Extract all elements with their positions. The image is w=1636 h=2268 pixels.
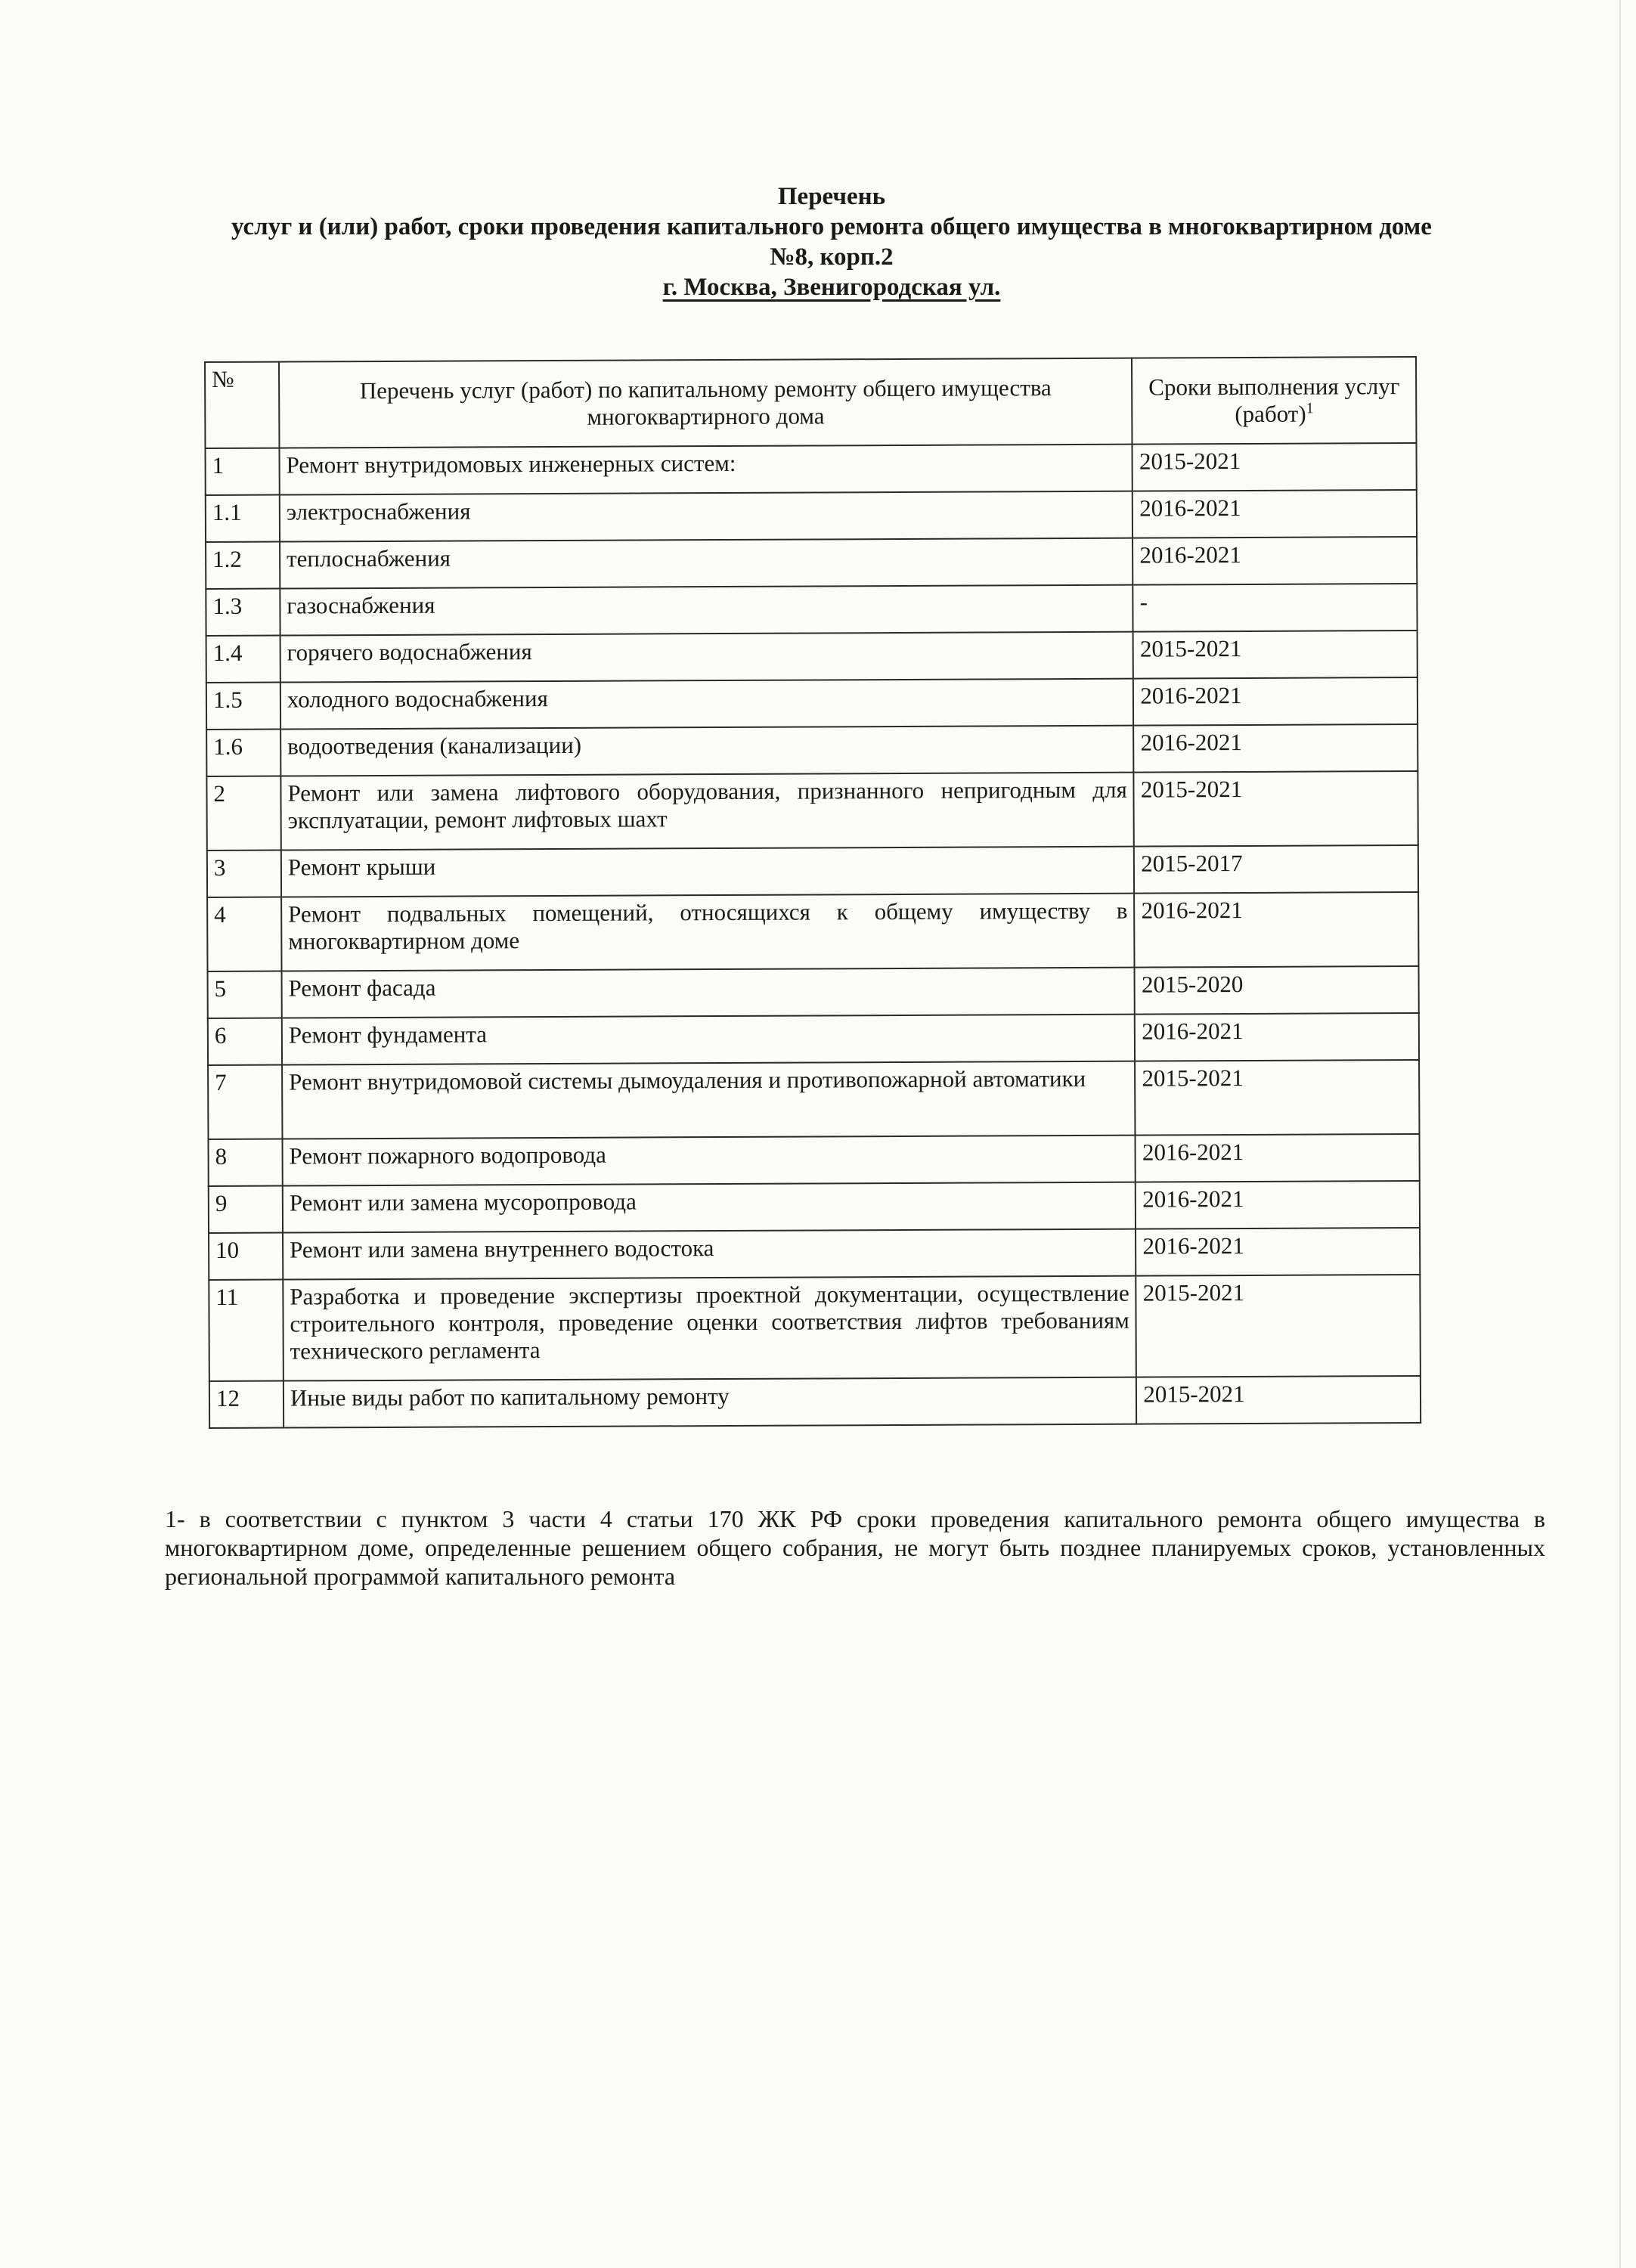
address: г. Москва, Звенигородская ул. [662, 274, 1001, 301]
row-num: 11 [209, 1280, 284, 1381]
table-row [206, 490, 1417, 542]
row-term: 2015-2021 [1133, 631, 1418, 679]
row-num: 8 [208, 1139, 282, 1186]
table-row [206, 584, 1417, 636]
row-name: электроснабжения [280, 491, 1133, 542]
row-name: Ремонт или замена мусоропровода [283, 1182, 1136, 1233]
row-term: 2016-2021 [1132, 537, 1417, 585]
row-name: Ремонт внутридомовой системы дымоудаления и противопожарной автоматики [282, 1061, 1136, 1139]
table-body [206, 443, 1421, 1428]
row-num: 1.4 [206, 636, 280, 683]
row-name: теплоснабжения [280, 538, 1133, 589]
row-name: Ремонт фасада [281, 968, 1135, 1018]
row-term: 2016-2021 [1133, 677, 1418, 726]
row-num: 10 [209, 1233, 283, 1280]
page-edge [1619, 0, 1621, 2268]
row-term: 2016-2021 [1136, 1181, 1420, 1229]
row-term: 2016-2021 [1132, 490, 1417, 538]
row-term: 2016-2021 [1134, 892, 1418, 968]
row-term: 2015-2021 [1134, 771, 1418, 847]
row-term: 2016-2021 [1133, 724, 1418, 773]
row-num: 6 [208, 1018, 282, 1065]
row-num: 1.2 [206, 542, 280, 589]
header-term [1132, 357, 1416, 445]
row-name: Ремонт внутридомовых инженерных систем: [279, 445, 1132, 495]
row-num: 9 [209, 1186, 283, 1233]
document-subtitle: услуг и (или) работ, сроки проведения капитального ремонта общего имущества в многоквартирном доме [231, 213, 1432, 240]
table-row [206, 677, 1418, 730]
row-term: 2016-2021 [1135, 1013, 1419, 1061]
row-num: 4 [207, 897, 281, 971]
table-row [208, 1060, 1419, 1139]
row-name: газоснабжения [280, 585, 1133, 636]
table-row [209, 1275, 1421, 1381]
row-term: 2016-2021 [1136, 1134, 1420, 1182]
table-row [206, 537, 1417, 589]
row-num: 2 [206, 776, 280, 850]
row-name: Ремонт подвальных помещений, относящихся к общему имуществу в многоквартирном доме [281, 894, 1135, 971]
row-name: горячего водоснабжения [280, 632, 1134, 683]
footnote-marker: 1 [1306, 400, 1314, 417]
header-num: № [205, 362, 279, 448]
footnote: 1- в соответствии с пунктом 3 части 4 статьи 170 ЖК РФ сроки проведения капитального ремонта общего имущества в многоквартирном доме, определенные решением общего собрания, не могут быть позднее планируемых сроков, установленных региональной программой капитального ремонта [165, 1505, 1545, 1590]
document-heading [151, 181, 1512, 302]
table-row [207, 845, 1418, 897]
works-table [204, 356, 1421, 1429]
row-name: Ремонт фундамента [282, 1015, 1136, 1065]
table-row [208, 1013, 1419, 1065]
row-term: 2015-2021 [1132, 443, 1417, 491]
row-num: 1.5 [206, 683, 280, 730]
row-name: Разработка и проведение экспертизы проектной документации, осуществление строительного контроля, проведение оценки соответствия лифтов требованиям технического регламента [283, 1276, 1136, 1381]
table-row [206, 724, 1418, 776]
row-num: 7 [208, 1065, 282, 1139]
row-num: 1.3 [206, 589, 280, 636]
row-num: 3 [207, 850, 281, 897]
row-num: 1.1 [206, 495, 280, 542]
row-term: 2016-2021 [1136, 1228, 1420, 1276]
row-num: 1 [206, 448, 280, 495]
row-num: 12 [209, 1381, 284, 1428]
row-term: - [1133, 584, 1418, 632]
table-row [208, 966, 1419, 1018]
row-name: Ремонт пожарного водопровода [282, 1136, 1136, 1186]
table-row [209, 1181, 1420, 1233]
row-term: 2015-2017 [1134, 845, 1418, 894]
header-term-label: Сроки выполнения услуг (работ) [1148, 373, 1400, 428]
table-row [206, 631, 1418, 683]
table-row [209, 1376, 1421, 1428]
row-name: Иные виды работ по капитальному ремонту [284, 1377, 1137, 1428]
row-name: Ремонт или замена лифтового оборудования, признанного непригодным для эксплуатации, ремонт лифтовых шахт [280, 773, 1134, 850]
row-name: Ремонт или замена внутреннего водостока [283, 1229, 1136, 1280]
document-title: Перечень [777, 183, 886, 210]
row-num: 5 [208, 971, 282, 1018]
table-row [208, 1134, 1419, 1186]
table-row [206, 771, 1418, 850]
table-row [209, 1228, 1420, 1280]
header-name: Перечень услуг (работ) по капитальному ремонту общего имущества многоквартирного дома [279, 358, 1132, 448]
row-term: 2015-2020 [1135, 966, 1419, 1015]
row-term: 2015-2021 [1136, 1376, 1421, 1424]
row-term: 2015-2021 [1135, 1060, 1419, 1136]
table-row [207, 892, 1418, 971]
row-name: холодного водоснабжения [280, 679, 1134, 730]
table-row [206, 443, 1417, 495]
row-name: водоотведения (канализации) [280, 726, 1134, 776]
row-num: 1.6 [206, 730, 280, 776]
row-name: Ремонт крыши [281, 847, 1135, 897]
table-header-row [205, 357, 1416, 448]
row-term: 2015-2021 [1136, 1275, 1421, 1377]
house-number: №8, корп.2 [770, 243, 894, 271]
